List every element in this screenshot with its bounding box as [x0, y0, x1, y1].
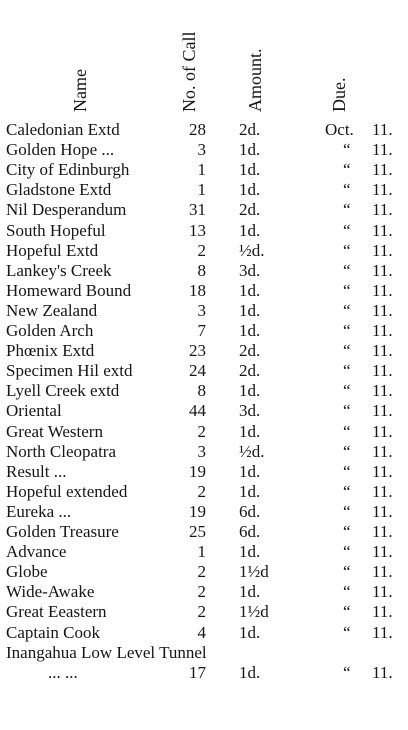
- call-amount: 1d.: [239, 461, 261, 481]
- call-amount: 1d.: [239, 321, 261, 340]
- call-amount: 1½d: [239, 602, 269, 622]
- due-day: 11.: [372, 160, 393, 180]
- header-amount: Amount.: [245, 48, 265, 112]
- company-name: New Zealand: [6, 300, 98, 320]
- company-name: Result ...: [6, 461, 67, 481]
- company-name: Hopeful Extd: [6, 240, 99, 260]
- company-name: Advance: [6, 542, 67, 562]
- call-amount: 3d.: [239, 260, 261, 280]
- company-name: Specimen Hil extd: [6, 361, 133, 381]
- due-day: 11.: [372, 562, 393, 582]
- due-month: “: [343, 501, 351, 521]
- due-month: “: [343, 441, 351, 461]
- company-name: Great Eeastern: [6, 602, 107, 622]
- call-number: 1: [197, 160, 206, 180]
- company-name: Lankey's Creek: [6, 260, 112, 280]
- company-name: Wide-Awake: [6, 582, 95, 602]
- due-day: 11.: [372, 501, 393, 521]
- call-number: 19: [189, 461, 206, 481]
- due-day: 11.: [372, 421, 393, 441]
- call-number: 2: [197, 240, 206, 260]
- due-month: “: [343, 361, 351, 381]
- company-name: Golden Hope ...: [6, 140, 115, 160]
- company-name: City of Edinburgh: [6, 160, 130, 180]
- due-day: 11.: [372, 542, 393, 562]
- header-no-of-call: No. of Call: [179, 31, 199, 112]
- company-name: South Hopeful: [6, 220, 106, 240]
- due-month: “: [343, 542, 351, 562]
- call-number: 2: [197, 421, 206, 441]
- call-number: 2: [197, 562, 206, 582]
- company-name: Golden Treasure: [6, 522, 119, 541]
- due-day: 11.: [372, 602, 393, 622]
- due-day: 11.: [372, 401, 393, 421]
- call-number: 23: [189, 341, 206, 361]
- call-amount: 1d.: [239, 160, 261, 180]
- due-day: 11.: [372, 481, 393, 501]
- call-number: 7: [197, 321, 206, 340]
- call-amount: 1d.: [239, 381, 261, 401]
- due-month: “: [343, 341, 351, 361]
- call-amount: 3d.: [239, 401, 261, 421]
- call-number: 1: [197, 180, 206, 200]
- due-day: 11.: [372, 361, 393, 381]
- due-day: 11.: [372, 522, 393, 541]
- due-day: 11.: [372, 381, 393, 401]
- call-number: 44: [189, 401, 206, 421]
- call-number: 4: [197, 622, 206, 642]
- due-day: 11.: [372, 321, 393, 340]
- call-number: 28: [189, 120, 206, 139]
- company-name: Homeward Bound: [6, 280, 132, 300]
- call-amount: 1d.: [239, 662, 261, 682]
- company-name: Nil Desperandum: [6, 200, 127, 220]
- call-amount: 1½d: [239, 562, 269, 582]
- call-amount: ½d.: [239, 441, 265, 461]
- due-month: “: [343, 562, 351, 582]
- company-name-continued: ... ...: [48, 662, 78, 682]
- call-number: 17: [189, 662, 206, 682]
- call-amount: 2d.: [239, 200, 261, 220]
- call-amount: 6d.: [239, 501, 261, 521]
- due-month: “: [343, 662, 351, 682]
- due-day: 11.: [372, 662, 393, 682]
- due-month: “: [343, 160, 351, 180]
- company-name: Caledonian Extd: [6, 120, 120, 139]
- due-month: “: [343, 582, 351, 602]
- due-day: 11.: [372, 220, 393, 240]
- call-amount: 2d.: [239, 361, 261, 381]
- call-number: 8: [197, 381, 206, 401]
- due-day: 11.: [372, 120, 393, 139]
- company-name: Globe: [6, 562, 48, 582]
- due-day: 11.: [372, 300, 393, 320]
- call-number: 24: [189, 361, 206, 381]
- call-amount: 1d.: [239, 220, 261, 240]
- call-amount: 1d.: [239, 180, 261, 200]
- call-number: 8: [197, 260, 206, 280]
- call-number: 18: [189, 280, 206, 300]
- header-due: Due.: [329, 77, 349, 112]
- call-amount: 1d.: [239, 280, 261, 300]
- due-day: 11.: [372, 260, 393, 280]
- call-amount: 1d.: [239, 140, 261, 160]
- company-name: Phœnix Extd: [6, 341, 95, 361]
- call-number: 1: [197, 542, 206, 562]
- call-amount: 1d.: [239, 300, 261, 320]
- due-day: 11.: [372, 341, 393, 361]
- due-month: “: [343, 421, 351, 441]
- call-number: 19: [189, 501, 206, 521]
- due-month: “: [343, 220, 351, 240]
- call-number: 3: [197, 140, 206, 160]
- due-month: “: [343, 481, 351, 501]
- due-month: “: [343, 602, 351, 622]
- due-month: Oct.: [325, 120, 354, 139]
- call-number: 3: [197, 441, 206, 461]
- due-month: “: [343, 381, 351, 401]
- call-amount: 1d.: [239, 582, 261, 602]
- due-day: 11.: [372, 582, 393, 602]
- call-number: 3: [197, 300, 206, 320]
- due-day: 11.: [372, 622, 393, 642]
- due-month: “: [343, 140, 351, 160]
- due-day: 11.: [372, 280, 393, 300]
- due-month: “: [343, 280, 351, 300]
- call-number: 2: [197, 602, 206, 622]
- due-month: “: [343, 240, 351, 260]
- header-name: Name: [70, 69, 90, 112]
- due-month: “: [343, 522, 351, 541]
- call-amount: 6d.: [239, 522, 261, 541]
- company-name: Lyell Creek extd: [6, 381, 120, 401]
- due-day: 11.: [372, 200, 393, 220]
- call-number: 2: [197, 481, 206, 501]
- due-month: “: [343, 321, 351, 340]
- due-month: “: [343, 260, 351, 280]
- company-name: Oriental: [6, 401, 62, 421]
- call-amount: 2d.: [239, 341, 261, 361]
- company-name: Hopeful extended: [6, 481, 128, 501]
- company-name: Golden Arch: [6, 321, 94, 340]
- due-day: 11.: [372, 240, 393, 260]
- call-number: 2: [197, 582, 206, 602]
- company-name: North Cleopatra: [6, 441, 116, 461]
- call-amount: 1d.: [239, 622, 261, 642]
- company-name: Gladstone Extd: [6, 180, 112, 200]
- call-amount: 1d.: [239, 542, 261, 562]
- due-month: “: [343, 461, 351, 481]
- company-name: Inangahua Low Level Tunnel: [6, 642, 207, 662]
- due-day: 11.: [372, 461, 393, 481]
- due-month: “: [343, 622, 351, 642]
- due-day: 11.: [372, 180, 393, 200]
- company-name: Eureka ...: [6, 501, 72, 521]
- due-day: 11.: [372, 441, 393, 461]
- company-name: Captain Cook: [6, 622, 100, 642]
- call-amount: 1d.: [239, 481, 261, 501]
- call-number: 31: [189, 200, 206, 220]
- due-day: 11.: [372, 140, 393, 160]
- due-month: “: [343, 300, 351, 320]
- due-month: “: [343, 200, 351, 220]
- call-number: 25: [189, 522, 206, 541]
- company-name: Great Western: [6, 421, 103, 441]
- call-amount: ½d.: [239, 240, 265, 260]
- call-amount: 1d.: [239, 421, 261, 441]
- call-amount: 2d.: [239, 120, 261, 139]
- due-month: “: [343, 401, 351, 421]
- call-number: 13: [189, 220, 206, 240]
- due-month: “: [343, 180, 351, 200]
